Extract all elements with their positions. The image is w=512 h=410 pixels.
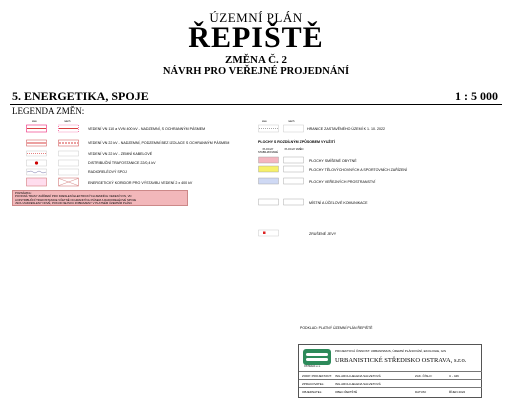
- legend-roads: MÍSTNÍ A ÚČELOVÉ KOMUNIKACE: [309, 201, 368, 205]
- plan-title: ÚZEMNÍ PLÁN: [209, 10, 303, 25]
- legend-mixed-residential: PLOCHY SMÍŠENÉ OBYTNÉ: [309, 159, 357, 163]
- tb-label: ZODP. PROJEKTANT:: [302, 374, 332, 378]
- symbol-public-space: [259, 178, 304, 184]
- tb-date: ŘÍJEN 2022: [449, 390, 466, 394]
- municipality-name: ŘEPIŠTĚ: [188, 21, 324, 54]
- change-number: ZMĚNA Č. 2: [224, 54, 288, 66]
- company-name: URBANISTICKÉ STŘEDISKO OSTRAVA, s.r.o.: [335, 357, 467, 364]
- tb-key: ZAK. ČÍSLO:: [415, 374, 433, 378]
- tb-key: DATUM:: [415, 390, 427, 394]
- col-stabilized: PLOCHY STABILIZOVANÉ: [258, 148, 278, 154]
- col-header-stav: stav: [32, 120, 37, 123]
- company-subtitle: PROJEKTOVÁ ČINNOST: URBANISMUS, ÚZEMNÍ PLÁNOVÁNÍ, EKOLOGIE, GIS: [335, 349, 446, 353]
- tb-label: ZPRACOVATEL:: [302, 382, 325, 386]
- legend-cancelled: ZRUŠENÉ JEVY: [309, 232, 337, 236]
- symbol-built-up-boundary: [259, 125, 304, 132]
- right-col-header-navrh: návrh: [288, 120, 295, 123]
- legend-item-transformer: DISTRIBUČNÍ TRAFOSTANICE 22/0,4 kV: [88, 161, 156, 165]
- col-changes: PLOCHY ZMĚN: [284, 148, 304, 151]
- symbol-vvn-line: [27, 125, 79, 132]
- title-block: [298, 344, 482, 398]
- tb-divider: [299, 387, 482, 388]
- tb-divider: [299, 371, 482, 372]
- legend-sports: PLOCHY TĚLOVÝCHOVNÝCH A SPORTOVNÍCH ZAŘÍZENÍ: [309, 168, 407, 172]
- section-title: 5. ENERGETIKA, SPOJE: [12, 89, 149, 103]
- right-col-header-stav: stav: [262, 120, 267, 123]
- logo-text: OSTRAVA s.r.o.: [304, 365, 321, 368]
- legend-item-vn22: VEDENÍ VN 22 kV - NADZEMNÍ, PODZEMNÍ BEZ IZOLACE S OCHRANNÝM PÁSMEM: [88, 141, 230, 145]
- note-box: [12, 190, 188, 206]
- legend-item-vvn: VEDENÍ VN 110 a VVN 400 kV - NADZEMNÍ, S OCHRANNÝM PÁSMEM: [88, 127, 206, 131]
- symbol-roads: [259, 199, 304, 205]
- tb-divider: [299, 379, 482, 380]
- note-line: A DISTRIBUČNÍ TRAFOSTANICE VČETNĚ OCHRANNÝCH PÁSEM A RADIORELÉOVÉ SPOJE: [15, 197, 137, 202]
- note-line: JSOU ZAKRESLENY NOVĚ, POKUD NEJSOU ZOBRAZENY V PLATNÉM ÚZEMNÍM PLÁNU: [15, 200, 133, 205]
- legend-title: LEGENDA ZMĚN:: [12, 106, 85, 116]
- tb-value: OBEC ŘEPIŠTĚ: [335, 390, 358, 394]
- legend-item-vn22-cable: VEDENÍ VN 22 kV - ZEMNÍ KABELOVÉ: [88, 152, 153, 156]
- note-line: POVINNÁ TRASY ZAŘÍZENÍ PRO KRESLENÍ ELEKTRICKÝCH ZEMNÍCH VEDENÍ VVN, VN: [15, 194, 132, 199]
- legend-item-corridor: ENERGETICKÝ KORIDOR PRO VÝSTAVBU VEDENÍ 2 x 400 kV: [88, 181, 193, 185]
- symbol-sports: [259, 166, 304, 172]
- header-rule: [10, 104, 502, 105]
- legend-public-space: PLOCHY VEŘEJNÝCH PROSTRANSTVÍ: [309, 180, 376, 184]
- stage-title: NÁVRH PRO VEŘEJNÉ PROJEDNÁNÍ: [162, 66, 350, 77]
- symbol-mixed-residential: [259, 157, 304, 163]
- tb-value: ING.ARCH.HELENA SALVETOVÁ: [335, 374, 381, 378]
- symbol-corridor: [27, 178, 79, 186]
- legend-built-up-boundary: HRANICE ZASTAVĚNÉHO ÚZEMÍ K 1. 10. 2022: [307, 127, 385, 131]
- legend-item-radio-link: RADIORELÉOVÝ SPOJ: [88, 170, 127, 174]
- tb-label: OBJEDNATEL:: [302, 390, 323, 394]
- tb-contract-number: U - 446: [449, 374, 459, 378]
- tb-value: ING.ARCH.HELENA SALVETOVÁ: [335, 382, 381, 386]
- symbol-radio-link: [27, 169, 79, 175]
- col-header-navrh: návrh: [64, 120, 71, 123]
- symbol-vn22-cable: [27, 151, 79, 156]
- map-scale: 1 : 5 000: [455, 89, 498, 103]
- symbol-vn22-line: [27, 140, 79, 146]
- footnote: PODKLAD: PLATNÝ ÚZEMNÍ PLÁN ŘEPIŠTĚ: [300, 326, 373, 330]
- legend-land-use-heading: PLOCHY S ROZDÍLNÝM ZPŮSOBEM VYUŽITÍ: [258, 140, 335, 144]
- symbol-transformer: [27, 160, 79, 166]
- symbol-cancelled: [259, 230, 279, 236]
- note-line: POZNÁMKA:: [15, 191, 32, 195]
- legend-symbols: [26, 124, 88, 190]
